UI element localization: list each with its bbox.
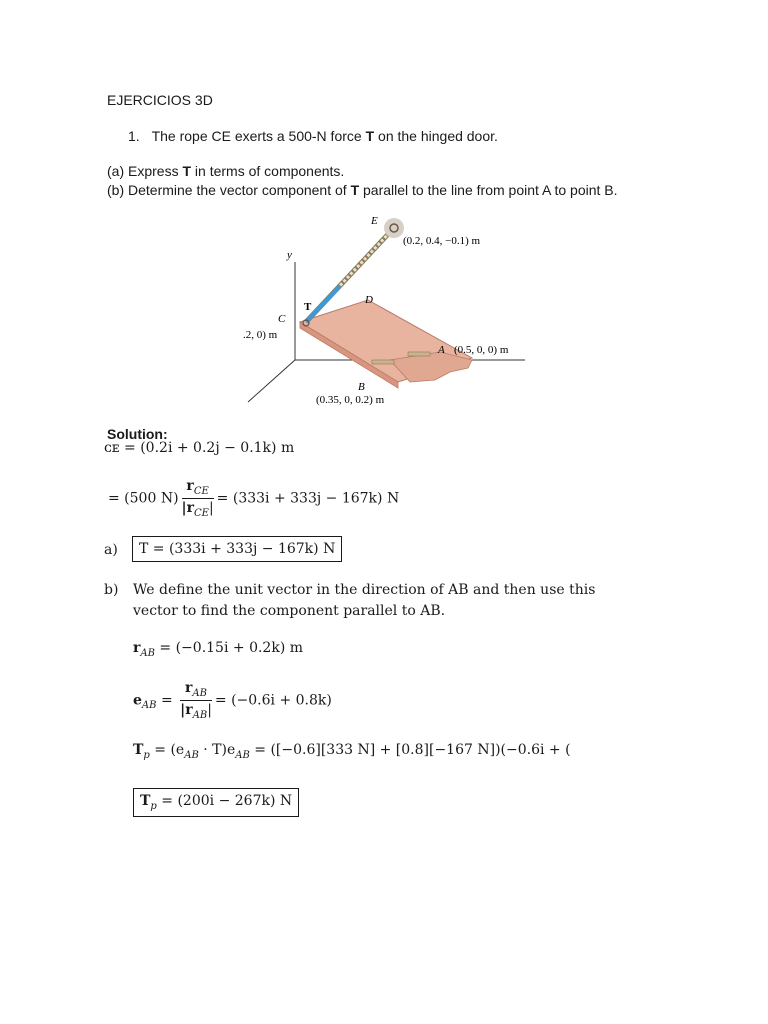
tp-rhs: = (e	[149, 742, 185, 758]
fraction-rce	[182, 478, 214, 519]
frac-den-end: |	[208, 499, 214, 516]
answer-a-box: T = (333i + 333j − 167k) N	[132, 536, 342, 562]
part-b	[107, 182, 618, 198]
part-a-post: in terms of components.	[191, 163, 345, 179]
solution-line-2	[108, 478, 399, 519]
label-y: y	[287, 249, 292, 261]
tp-rhs2: · T)e	[198, 742, 236, 758]
eab-den-end: |	[207, 701, 212, 718]
problem-number: 1.	[128, 128, 140, 144]
label-D: D	[365, 294, 373, 306]
hinged-door-figure	[240, 210, 530, 410]
statement-post: on the hinged door.	[374, 128, 498, 144]
part-a-bold: T	[182, 163, 192, 179]
part-a-pre: (a) Express	[107, 163, 183, 179]
eab-den-sub: AB	[192, 709, 208, 721]
frac-den: |r	[181, 499, 194, 516]
hook-E	[384, 218, 404, 238]
eab-sub: AB	[141, 700, 157, 712]
rab-lhs: r	[133, 640, 141, 656]
tp-line	[133, 742, 583, 761]
answer-b-label: b)	[104, 582, 119, 598]
hinge-2	[408, 352, 430, 356]
final-lhs: T	[140, 793, 151, 809]
solution-heading: Solution:	[107, 426, 168, 442]
statement-pre: The rope CE exerts a 500-N force	[151, 128, 366, 144]
tp-rhs2-sub: AB	[235, 749, 250, 761]
page-title: EJERCICIOS 3D	[107, 92, 213, 108]
fraction-rab	[180, 680, 212, 721]
eab-lhs: e	[133, 692, 142, 709]
solution-line-1: ᴄᴇ = (0.2i + 0.2j − 0.1k) m	[104, 440, 295, 456]
label-B: B	[358, 381, 365, 393]
answer-a-label: a)	[104, 542, 118, 558]
z-axis	[248, 360, 295, 402]
answer-b-text-2: vector to find the component parallel to AB.	[133, 603, 446, 619]
rab-sub: AB	[140, 647, 155, 659]
line2-pre: = (500 N)	[108, 490, 179, 507]
hinge-1	[372, 360, 394, 364]
label-A: A	[438, 344, 445, 356]
label-E: E	[371, 215, 378, 227]
line2-post: = (333i + 333j − 167k) N	[216, 490, 400, 507]
part-b-post: parallel to the line from point A to point B.	[359, 182, 618, 198]
answer-b-text-1: We define the unit vector in the direction of AB and then use this	[133, 582, 596, 598]
eab-rhs: = (−0.6i + 0.8k)	[214, 692, 332, 709]
rab-rhs: = (−0.15i + 0.2k) m	[154, 640, 304, 656]
eab-eq: =	[156, 692, 178, 709]
frac-num: r	[186, 478, 194, 494]
tp-rhs-sub: AB	[184, 749, 199, 761]
label-E-coords: (0.2, 0.4, −0.1) m	[403, 235, 481, 247]
eab-num-sub: AB	[192, 687, 207, 699]
final-rhs: = (200i − 267k) N	[156, 793, 293, 809]
eab-line	[133, 680, 332, 721]
tp-rhs3: = ([−0.6][333 N] + [0.8][−167 N])(−0.6i + (	[249, 742, 571, 758]
frac-num-sub: CE	[193, 485, 209, 497]
part-b-bold: T	[350, 182, 360, 198]
label-A-coords: (0.5, 0, 0) m	[454, 344, 509, 356]
part-a	[107, 163, 344, 179]
frac-den-sub: CE	[194, 507, 209, 519]
final-answer-box	[133, 788, 299, 817]
label-T: T	[304, 301, 312, 313]
label-C-coords: .2, 0) m	[243, 329, 278, 341]
eab-num: r	[185, 680, 193, 696]
tp-sub: p	[143, 749, 150, 761]
tp-lhs: T	[133, 742, 144, 758]
final-sub: p	[150, 800, 157, 812]
problem-statement	[128, 128, 498, 144]
label-B-coords: (0.35, 0, 0.2) m	[316, 394, 385, 406]
statement-bold: T	[365, 128, 375, 144]
label-C: C	[278, 313, 286, 325]
eab-den: |r	[180, 701, 193, 718]
rab-line	[133, 640, 303, 659]
part-b-pre: (b) Determine the vector component of	[107, 182, 351, 198]
